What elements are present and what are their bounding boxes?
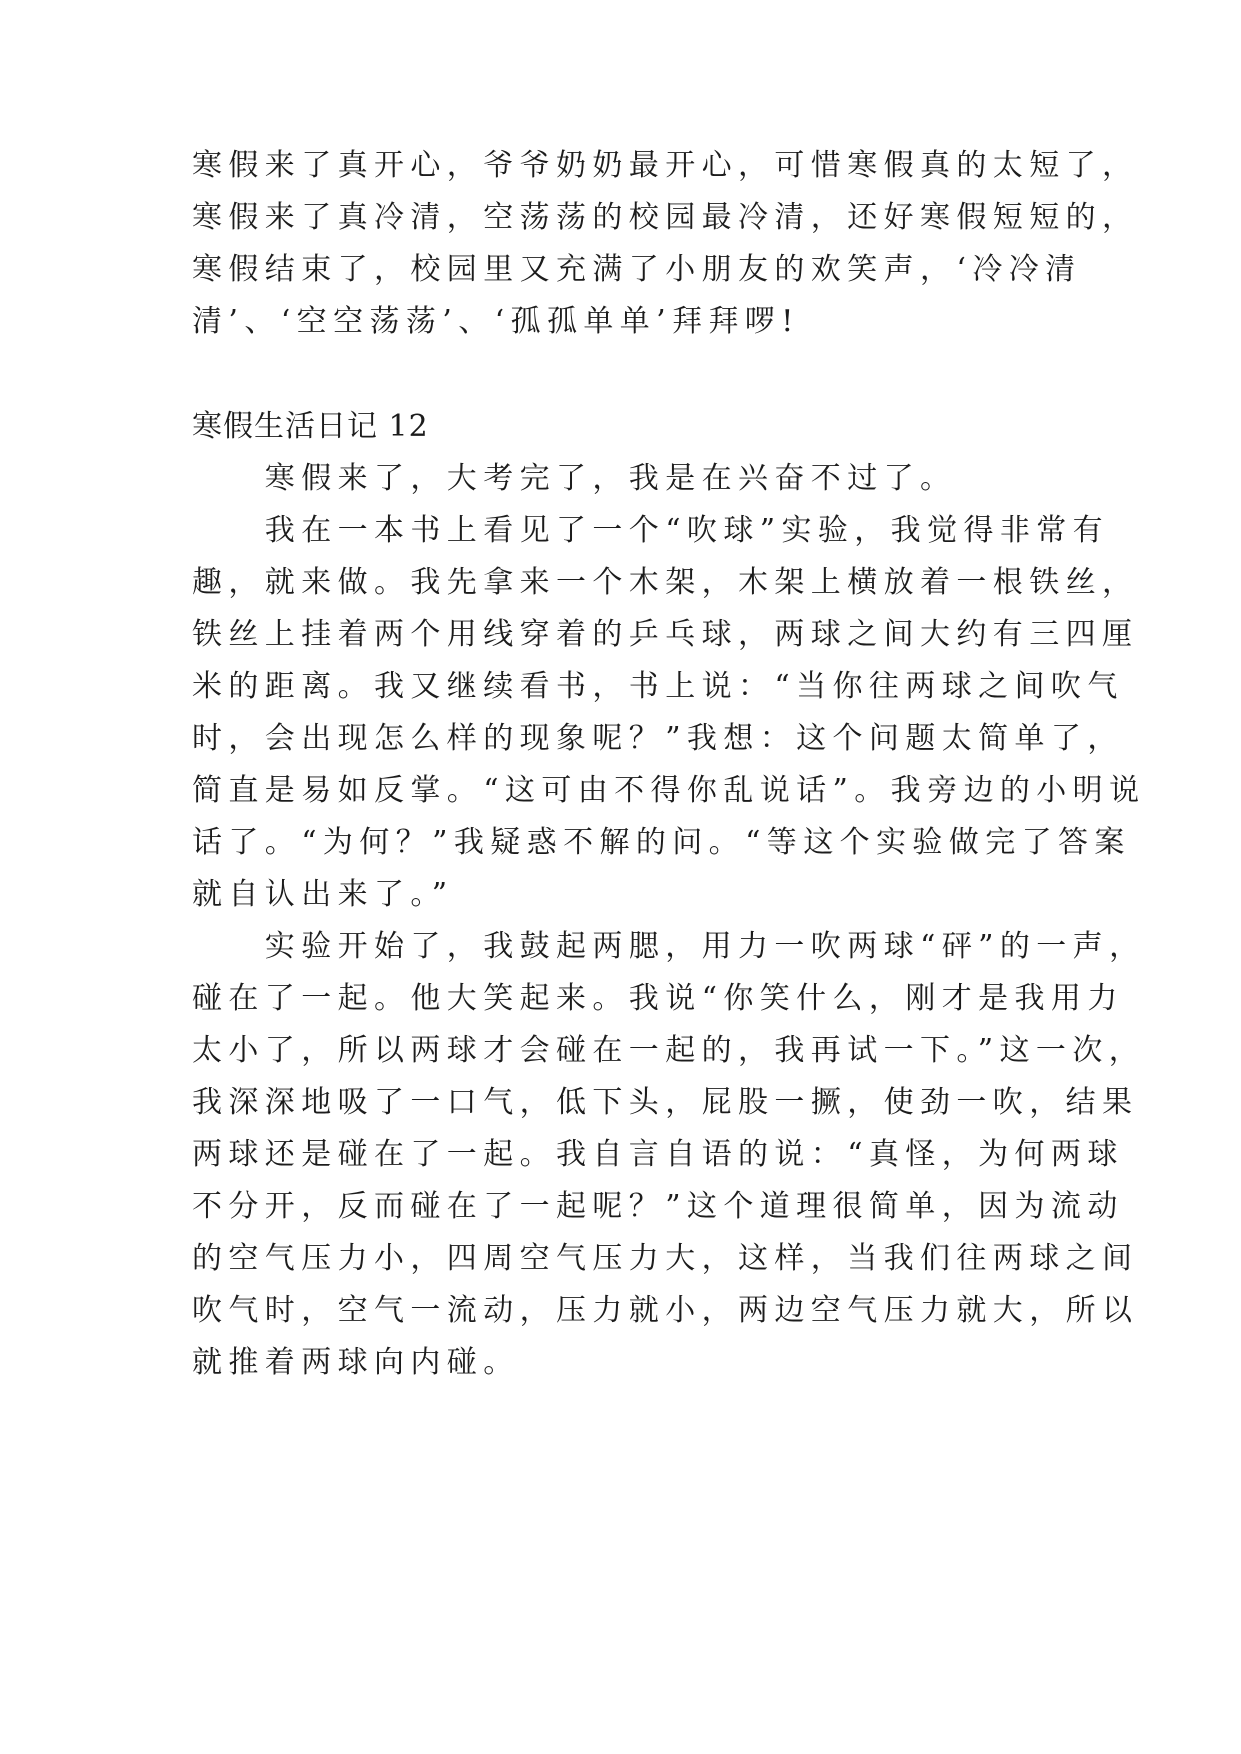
paragraph-line: 简直是易如反掌。“这可由不得你乱说话”。我旁边的小明说 bbox=[192, 773, 1146, 808]
paragraph-line: 两球还是碰在了一起。我自言自语的说：“真怪，为何两球 bbox=[192, 1137, 1124, 1172]
paragraph-line: 铁丝上挂着两个用线穿着的乒乓球，两球之间大约有三四厘 bbox=[192, 617, 1139, 652]
paragraph-line: 话了。“为何？”我疑惑不解的问。“等这个实验做完了答案 bbox=[192, 825, 1131, 860]
paragraph-line: 时，会出现怎么样的现象呢？”我想：这个问题太简单了， bbox=[192, 721, 1124, 756]
paragraph-line: 寒假结束了，校园里又充满了小朋友的欢笑声，‘冷冷清 bbox=[192, 252, 1082, 287]
paragraph-line: 我深深地吸了一口气，低下头，屁股一撅，使劲一吹，结果 bbox=[192, 1085, 1139, 1120]
paragraph-line: 就推着两球向内碰。 bbox=[192, 1345, 520, 1380]
paragraph-line: 碰在了一起。他大笑起来。我说“你笑什么，刚才是我用力 bbox=[192, 981, 1124, 1016]
paragraph-line: 吹气时，空气一流动，压力就小，两边空气压力就大，所以 bbox=[192, 1293, 1139, 1328]
paragraph-line: 寒假来了真冷清，空荡荡的校园最冷清，还好寒假短短的， bbox=[192, 200, 1139, 235]
paragraph-line: 我在一本书上看见了一个“吹球”实验，我觉得非常有 bbox=[192, 513, 1110, 548]
paragraph-line: 趣，就来做。我先拿来一个木架，木架上横放着一根铁丝， bbox=[192, 565, 1139, 600]
paragraph-line: 实验开始了，我鼓起两腮，用力一吹两球“砰”的一声， bbox=[192, 929, 1146, 964]
paragraph-line: 米的距离。我又继续看书，书上说：“当你往两球之间吹气 bbox=[192, 669, 1124, 704]
paragraph-line: 的空气压力小，四周空气压力大，这样，当我们往两球之间 bbox=[192, 1241, 1139, 1276]
paragraph-line: 不分开，反而碰在了一起呢？”这个道理很简单，因为流动 bbox=[192, 1189, 1124, 1224]
paragraph-line: 清’、‘空空荡荡’、‘孤孤单单’拜拜啰! bbox=[192, 304, 800, 339]
paragraph-line: 寒假来了真开心，爷爷奶奶最开心，可惜寒假真的太短了， bbox=[192, 148, 1139, 183]
paragraph-line: 太小了，所以两球才会碰在一起的，我再试一下。”这一次， bbox=[192, 1033, 1146, 1068]
paragraph-line: 寒假来了，大考完了，我是在兴奋不过了。 bbox=[192, 461, 957, 496]
section-title: 寒假生活日记 12 bbox=[192, 409, 429, 444]
paragraph-line: 就自认出来了。” bbox=[192, 877, 454, 912]
